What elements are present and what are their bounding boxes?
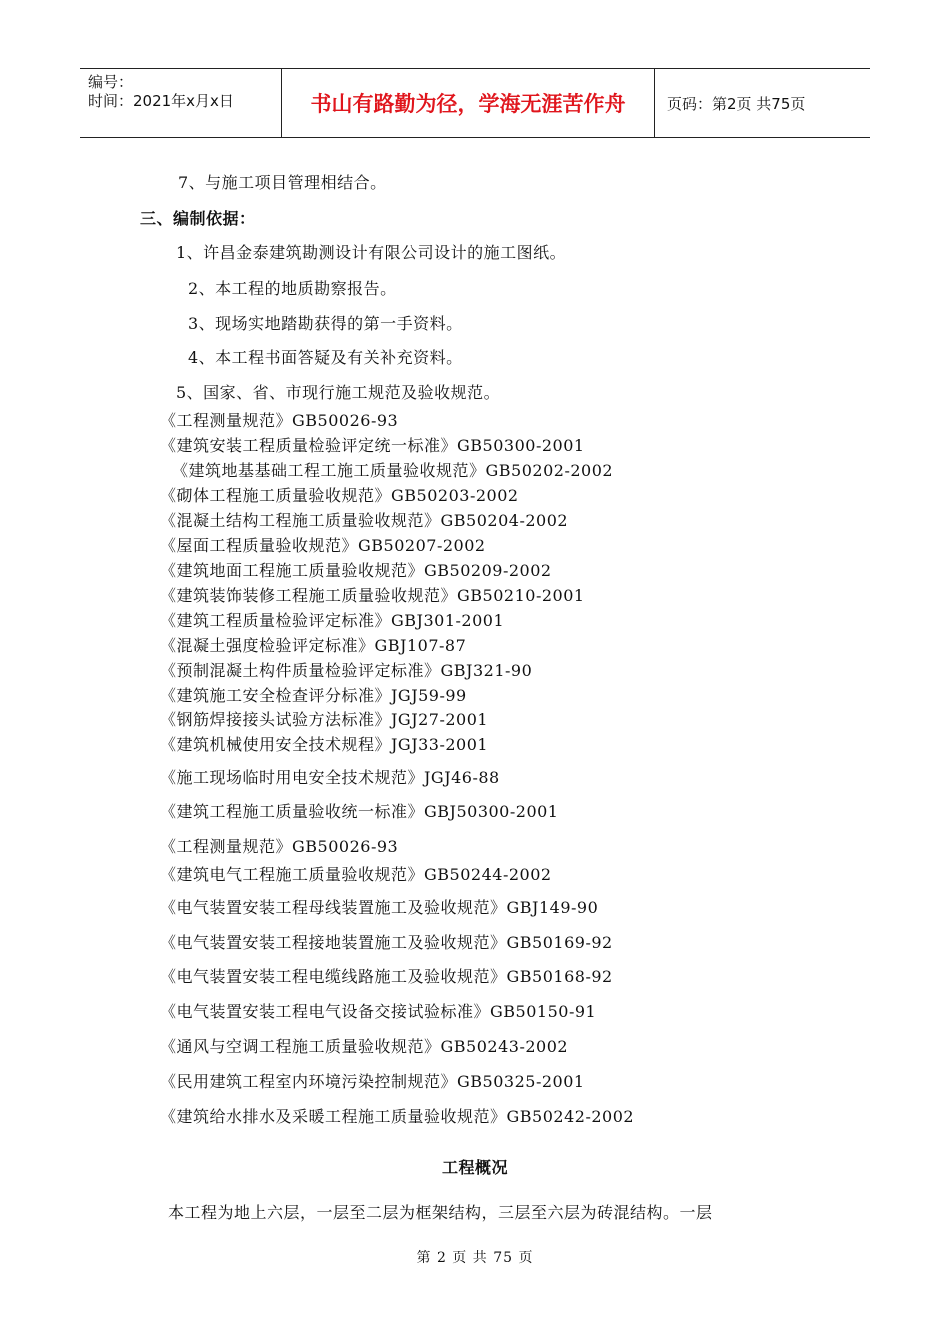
- standard-item: 《工程测量规范》GB50026-93: [160, 411, 399, 430]
- overview-paragraph: 本工程为地上六层，一层至二层为框架结构，三层至六层为砖混结构。一层: [168, 1203, 713, 1222]
- item-7: 7、与施工项目管理相结合。: [178, 173, 387, 192]
- standard-item: 《预制混凝土构件质量检验评定标准》GBJ321-90: [160, 661, 533, 680]
- standard-item: 《工程测量规范》GB50026-93: [160, 837, 399, 856]
- header-motto: 书山有路勤为径，学海无涯苦作舟: [282, 69, 655, 137]
- basis-item: 5、国家、省、市现行施工规范及验收规范。: [176, 383, 501, 402]
- standard-item: 《建筑施工安全检查评分标准》JGJ59-99: [160, 686, 467, 705]
- standard-item: 《电气装置安装工程接地装置施工及验收规范》GB50169-92: [160, 933, 613, 952]
- standard-item: 《建筑安装工程质量检验评定统一标准》GB50300-2001: [160, 436, 585, 455]
- standard-item: 《建筑工程施工质量验收统一标准》GBJ50300-2001: [160, 802, 559, 821]
- standard-item: 《建筑地基基础工程工施工质量验收规范》GB50202-2002: [172, 461, 614, 480]
- standard-item: 《钢筋焊接接头试验方法标准》JGJ27-2001: [160, 710, 489, 729]
- basis-item: 3、现场实地踏勘获得的第一手资料。: [188, 314, 463, 333]
- standard-item: 《建筑工程质量检验评定标准》GBJ301-2001: [160, 611, 505, 630]
- overview-title: 工程概况: [441, 1158, 508, 1177]
- standard-item: 《混凝土强度检验评定标准》GBJ107-87: [160, 636, 467, 655]
- header-meta: [80, 69, 282, 137]
- standard-item: 《建筑给水排水及采暖工程施工质量验收规范》GB50242-2002: [160, 1107, 635, 1126]
- basis-item: 1、许昌金泰建筑勘测设计有限公司设计的施工图纸。: [176, 243, 567, 262]
- standard-item: 《混凝土结构工程施工质量验收规范》GB50204-2002: [160, 511, 569, 530]
- standard-item: 《电气装置安装工程电气设备交接试验标准》GB50150-91: [160, 1002, 597, 1021]
- header-page-info: 页码：第2页 共75页: [667, 94, 806, 113]
- header-date: 时间：2021年x月x日: [88, 92, 234, 110]
- standard-item: 《通风与空调工程施工质量验收规范》GB50243-2002: [160, 1037, 569, 1056]
- standard-item: 《砌体工程施工质量验收规范》GB50203-2002: [160, 486, 519, 505]
- standard-item: 《民用建筑工程室内环境污染控制规范》GB50325-2001: [160, 1072, 585, 1091]
- standard-item: 《建筑地面工程施工质量验收规范》GB50209-2002: [160, 561, 552, 580]
- page-header: [80, 68, 870, 138]
- standard-item: 《施工现场临时用电安全技术规范》JGJ46-88: [160, 768, 500, 787]
- standard-item: 《电气装置安装工程母线装置施工及验收规范》GBJ149-90: [160, 898, 599, 917]
- standard-item: 《建筑电气工程施工质量验收规范》GB50244-2002: [160, 865, 552, 884]
- section-3-title: 三、编制依据：: [140, 209, 256, 228]
- basis-item: 4、本工程书面答疑及有关补充资料。: [188, 348, 463, 367]
- standard-item: 《屋面工程质量验收规范》GB50207-2002: [160, 536, 486, 555]
- standard-item: 《建筑装饰装修工程施工质量验收规范》GB50210-2001: [160, 586, 585, 605]
- page-footer: 第 2 页 共 75 页: [416, 1250, 534, 1266]
- standard-item: 《电气装置安装工程电缆线路施工及验收规范》GB50168-92: [160, 967, 613, 986]
- basis-item: 2、本工程的地质勘察报告。: [188, 279, 397, 298]
- header-number: 编号：: [88, 73, 134, 91]
- standard-item: 《建筑机械使用安全技术规程》JGJ33-2001: [160, 735, 489, 754]
